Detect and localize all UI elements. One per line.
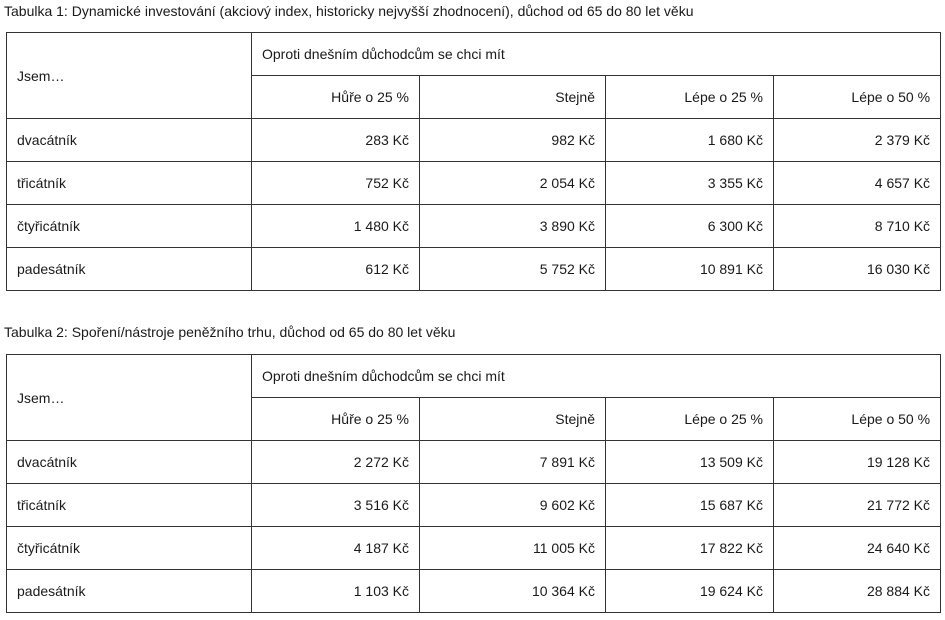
table-cell: 3 516 Kč <box>252 484 420 527</box>
row-label: třicátník <box>7 484 252 527</box>
column-header: Lépe o 25 % <box>606 76 774 119</box>
table-cell: 1 480 Kč <box>252 205 420 248</box>
column-header: Stejně <box>420 398 606 441</box>
super-header: Oproti dnešním důchodcům se chci mít <box>252 33 941 76</box>
table-row <box>7 248 941 291</box>
table-cell: 4 187 Kč <box>252 527 420 570</box>
table-row <box>7 441 941 484</box>
table-cell: 17 822 Kč <box>606 527 774 570</box>
table-row <box>7 527 941 570</box>
column-header: Hůře o 25 % <box>252 76 420 119</box>
table-cell: 3 355 Kč <box>606 162 774 205</box>
row-label: třicátník <box>7 162 252 205</box>
table-cell: 21 772 Kč <box>774 484 941 527</box>
super-header: Oproti dnešním důchodcům se chci mít <box>252 355 941 398</box>
row-label: čtyřicátník <box>7 527 252 570</box>
table-cell: 612 Kč <box>252 248 420 291</box>
table-cell: 24 640 Kč <box>774 527 941 570</box>
row-label: padesátník <box>7 570 252 613</box>
table-cell: 2 272 Kč <box>252 441 420 484</box>
table-row <box>7 119 941 162</box>
table-cell: 10 364 Kč <box>420 570 606 613</box>
table-row <box>7 205 941 248</box>
table-1 <box>6 32 941 291</box>
table-cell: 3 890 Kč <box>420 205 606 248</box>
row-header: Jsem… <box>7 355 252 441</box>
table-cell: 283 Kč <box>252 119 420 162</box>
table-cell: 15 687 Kč <box>606 484 774 527</box>
table-cell: 6 300 Kč <box>606 205 774 248</box>
table-cell: 28 884 Kč <box>774 570 941 613</box>
table-cell: 7 891 Kč <box>420 441 606 484</box>
table-row <box>7 484 941 527</box>
table-cell: 982 Kč <box>420 119 606 162</box>
row-label: dvacátník <box>7 119 252 162</box>
table-cell: 19 128 Kč <box>774 441 941 484</box>
row-header: Jsem… <box>7 33 252 119</box>
table-row <box>7 162 941 205</box>
row-label: čtyřicátník <box>7 205 252 248</box>
table-cell: 2 379 Kč <box>774 119 941 162</box>
table-cell: 4 657 Kč <box>774 162 941 205</box>
column-header: Lépe o 25 % <box>606 398 774 441</box>
table-2-caption: Tabulka 2: Spoření/nástroje peněžního trhu, důchod od 65 do 80 let věku <box>4 324 456 340</box>
row-label: dvacátník <box>7 441 252 484</box>
table-cell: 1 680 Kč <box>606 119 774 162</box>
table-row <box>7 570 941 613</box>
table-cell: 2 054 Kč <box>420 162 606 205</box>
table-cell: 19 624 Kč <box>606 570 774 613</box>
column-header: Hůře o 25 % <box>252 398 420 441</box>
table-cell: 13 509 Kč <box>606 441 774 484</box>
table-cell: 16 030 Kč <box>774 248 941 291</box>
table-cell: 9 602 Kč <box>420 484 606 527</box>
column-header: Lépe o 50 % <box>774 398 941 441</box>
table-cell: 1 103 Kč <box>252 570 420 613</box>
column-header: Stejně <box>420 76 606 119</box>
table-cell: 752 Kč <box>252 162 420 205</box>
table-cell: 10 891 Kč <box>606 248 774 291</box>
table-cell: 11 005 Kč <box>420 527 606 570</box>
column-header: Lépe o 50 % <box>774 76 941 119</box>
table-cell: 5 752 Kč <box>420 248 606 291</box>
table-2 <box>6 354 941 613</box>
table-cell: 8 710 Kč <box>774 205 941 248</box>
row-label: padesátník <box>7 248 252 291</box>
table-1-caption: Tabulka 1: Dynamické investování (akciový index, historicky nejvyšší zhodnocení), důchod od 65 do 80 let věku <box>4 3 694 19</box>
